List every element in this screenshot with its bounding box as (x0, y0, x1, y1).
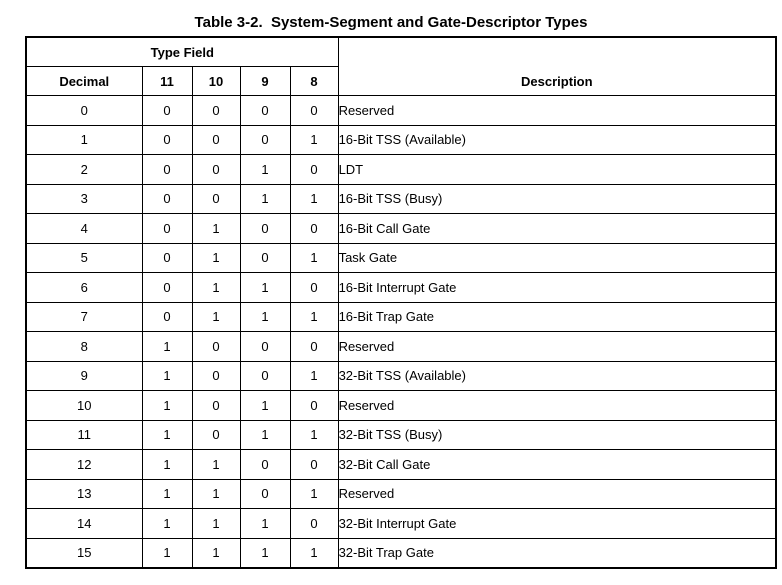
bit-8-cell: 1 (290, 184, 338, 214)
bit-9-cell: 1 (240, 273, 290, 303)
bit-11-cell: 1 (142, 332, 192, 362)
decimal-cell: 2 (26, 155, 142, 185)
column-header-bit-8: 8 (290, 67, 338, 96)
bit-8-cell: 0 (290, 96, 338, 126)
decimal-cell: 4 (26, 214, 142, 244)
bit-8-cell: 1 (290, 479, 338, 509)
column-header-bit-10: 10 (192, 67, 240, 96)
bit-10-cell: 0 (192, 391, 240, 421)
decimal-cell: 13 (26, 479, 142, 509)
description-cell: Task Gate (338, 243, 776, 273)
bit-11-cell: 0 (142, 302, 192, 332)
decimal-cell: 5 (26, 243, 142, 273)
bit-8-cell: 1 (290, 302, 338, 332)
bit-10-cell: 0 (192, 96, 240, 126)
bit-8-cell: 1 (290, 361, 338, 391)
table-caption: Table 3-2. System-Segment and Gate-Descriptor Types (194, 14, 588, 31)
bit-11-cell: 0 (142, 125, 192, 155)
bit-10-cell: 0 (192, 184, 240, 214)
table-row (26, 450, 776, 480)
bit-9-cell: 0 (240, 243, 290, 273)
column-header-decimal: Decimal (26, 67, 142, 96)
table-row (26, 96, 776, 126)
description-header: Description (338, 37, 776, 96)
description-cell: Reserved (338, 332, 776, 362)
table-row (26, 509, 776, 539)
description-cell: Reserved (338, 479, 776, 509)
bit-9-cell: 0 (240, 479, 290, 509)
bit-10-cell: 1 (192, 302, 240, 332)
bit-11-cell: 0 (142, 155, 192, 185)
bit-8-cell: 0 (290, 332, 338, 362)
bit-9-cell: 1 (240, 184, 290, 214)
bit-11-cell: 0 (142, 214, 192, 244)
description-cell: 16-Bit Interrupt Gate (338, 273, 776, 303)
decimal-cell: 6 (26, 273, 142, 303)
decimal-cell: 7 (26, 302, 142, 332)
description-cell: 16-Bit Call Gate (338, 214, 776, 244)
bit-9-cell: 1 (240, 155, 290, 185)
table-row (26, 273, 776, 303)
table-row (26, 184, 776, 214)
bit-9-cell: 0 (240, 214, 290, 244)
table-row (26, 391, 776, 421)
table-row (26, 302, 776, 332)
decimal-cell: 8 (26, 332, 142, 362)
description-cell: 32-Bit Call Gate (338, 450, 776, 480)
bit-9-cell: 0 (240, 125, 290, 155)
bit-9-cell: 1 (240, 420, 290, 450)
bit-11-cell: 1 (142, 509, 192, 539)
column-header-bit-11: 11 (142, 67, 192, 96)
bit-9-cell: 0 (240, 332, 290, 362)
descriptor-types-table (25, 36, 777, 569)
bit-11-cell: 0 (142, 243, 192, 273)
description-cell: LDT (338, 155, 776, 185)
column-header-bit-9: 9 (240, 67, 290, 96)
bit-8-cell: 1 (290, 538, 338, 568)
bit-8-cell: 1 (290, 243, 338, 273)
bit-11-cell: 0 (142, 273, 192, 303)
bit-11-cell: 1 (142, 538, 192, 568)
table-row (26, 214, 776, 244)
decimal-cell: 14 (26, 509, 142, 539)
table-row (26, 332, 776, 362)
bit-10-cell: 1 (192, 538, 240, 568)
bit-10-cell: 0 (192, 125, 240, 155)
table-header (26, 37, 776, 96)
table-row (26, 155, 776, 185)
bit-11-cell: 0 (142, 96, 192, 126)
decimal-cell: 0 (26, 96, 142, 126)
bit-11-cell: 1 (142, 479, 192, 509)
bit-10-cell: 0 (192, 420, 240, 450)
description-cell: 32-Bit Interrupt Gate (338, 509, 776, 539)
table-body (26, 96, 776, 569)
decimal-cell: 10 (26, 391, 142, 421)
bit-9-cell: 1 (240, 538, 290, 568)
decimal-cell: 12 (26, 450, 142, 480)
bit-8-cell: 0 (290, 509, 338, 539)
table-row (26, 243, 776, 273)
decimal-cell: 9 (26, 361, 142, 391)
bit-8-cell: 0 (290, 391, 338, 421)
description-cell: 16-Bit TSS (Busy) (338, 184, 776, 214)
bit-11-cell: 0 (142, 184, 192, 214)
type-field-header: Type Field (26, 37, 338, 67)
description-cell: 32-Bit Trap Gate (338, 538, 776, 568)
bit-9-cell: 0 (240, 361, 290, 391)
decimal-cell: 11 (26, 420, 142, 450)
bit-8-cell: 0 (290, 214, 338, 244)
bit-9-cell: 1 (240, 391, 290, 421)
table-row (26, 420, 776, 450)
decimal-cell: 15 (26, 538, 142, 568)
bit-10-cell: 1 (192, 450, 240, 480)
table-row (26, 125, 776, 155)
bit-8-cell: 1 (290, 125, 338, 155)
bit-8-cell: 0 (290, 273, 338, 303)
decimal-cell: 1 (26, 125, 142, 155)
bit-10-cell: 0 (192, 155, 240, 185)
decimal-cell: 3 (26, 184, 142, 214)
bit-10-cell: 1 (192, 479, 240, 509)
description-cell: Reserved (338, 391, 776, 421)
bit-10-cell: 1 (192, 273, 240, 303)
bit-10-cell: 1 (192, 243, 240, 273)
description-cell: 16-Bit TSS (Available) (338, 125, 776, 155)
header-row-group (26, 37, 776, 67)
bit-10-cell: 0 (192, 361, 240, 391)
table-row (26, 538, 776, 568)
bit-9-cell: 1 (240, 302, 290, 332)
description-cell: 32-Bit TSS (Busy) (338, 420, 776, 450)
bit-8-cell: 0 (290, 450, 338, 480)
description-cell: Reserved (338, 96, 776, 126)
bit-8-cell: 0 (290, 155, 338, 185)
bit-11-cell: 1 (142, 420, 192, 450)
bit-11-cell: 1 (142, 361, 192, 391)
bit-10-cell: 1 (192, 214, 240, 244)
bit-9-cell: 1 (240, 509, 290, 539)
description-cell: 16-Bit Trap Gate (338, 302, 776, 332)
table-row (26, 479, 776, 509)
bit-8-cell: 1 (290, 420, 338, 450)
bit-10-cell: 0 (192, 332, 240, 362)
bit-10-cell: 1 (192, 509, 240, 539)
bit-9-cell: 0 (240, 96, 290, 126)
table-row (26, 361, 776, 391)
bit-11-cell: 1 (142, 391, 192, 421)
bit-11-cell: 1 (142, 450, 192, 480)
description-cell: 32-Bit TSS (Available) (338, 361, 776, 391)
bit-9-cell: 0 (240, 450, 290, 480)
